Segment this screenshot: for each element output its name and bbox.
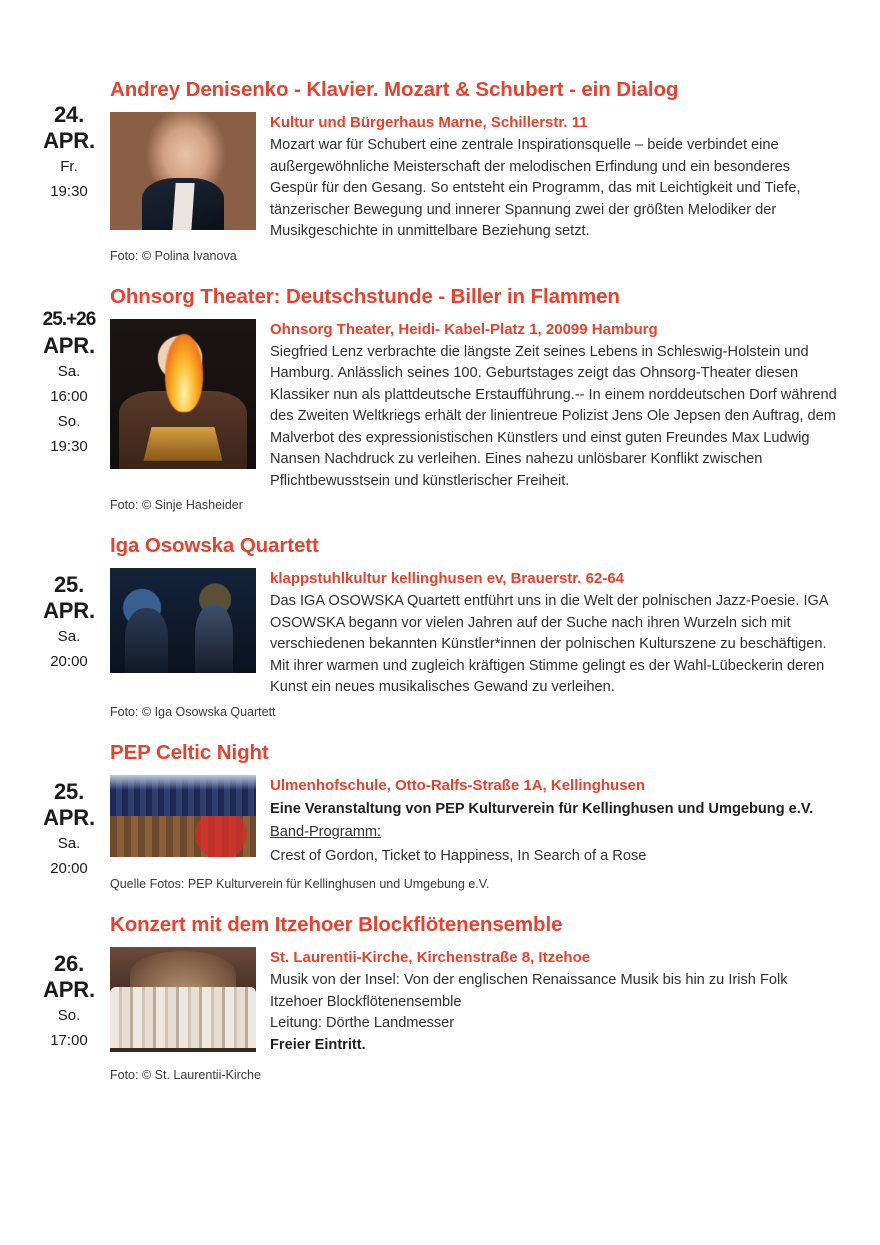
event-photo-credit: Foto: © Sinje Hasheider <box>110 498 243 512</box>
event-date-column <box>30 913 108 1053</box>
event-description-line-1: Musik von der Insel: Von der englischen Renaissance Musik bis hin zu Irish Folk <box>270 972 788 988</box>
event-title: Ohnsorg Theater: Deutschstunde - Biller in Flammen <box>110 284 620 308</box>
event-entry <box>30 534 840 719</box>
event-description: Das IGA OSOWSKA Quartett entführt uns in die Welt der polnischen Jazz-Poesie. IGA OSOWSKA begann vor vielen Jahren auf der Suche nach ihren Wurzeln sich mit verschiedenen bekannten Künstler*innen der polnischen Kulturszene zu beschäftigen. Mit ihrer warmen und zugleich kräftigen Stimme gelingt es der Wahl-Lübeckerin deren Kunst ein neues musikalisches Gewand zu verleihen. <box>270 593 828 695</box>
event-body <box>108 741 840 892</box>
event-date-month: APR. <box>43 128 95 153</box>
event-image <box>110 568 256 673</box>
event-body <box>108 78 840 263</box>
event-date-month: APR. <box>43 598 95 623</box>
event-image <box>110 319 256 469</box>
event-photo-credit: Foto: © St. Laurentii-Kirche <box>110 1068 261 1082</box>
event-image <box>110 112 256 230</box>
image-shape-group <box>110 987 256 1048</box>
event-organizer: Eine Veranstaltung von PEP Kulturverein für Kellinghusen und Umgebung e.V. <box>270 800 814 817</box>
event-venue: klappstuhlkultur kellinghusen ev, Brauerstr. 62-64 <box>270 570 625 587</box>
event-date-month: APR. <box>43 977 95 1002</box>
event-date-time: 19:30 <box>50 183 88 200</box>
event-date-column <box>30 741 108 881</box>
event-date-day: 26. <box>54 951 84 976</box>
event-program-label: Band-Programm: <box>270 824 382 840</box>
event-date-day: 25. <box>54 572 84 597</box>
event-text <box>270 319 840 493</box>
event-entry <box>30 78 840 263</box>
event-date-time-1: 16:00 <box>50 387 88 405</box>
event-entry <box>30 285 840 513</box>
event-title: Konzert mit dem Itzehoer Blockflötenensemble <box>110 913 563 936</box>
event-text <box>270 112 840 243</box>
event-title: Andrey Denisenko - Klavier. Mozart & Schubert - ein Dialog <box>110 78 679 101</box>
event-title: PEP Celtic Night <box>110 740 269 764</box>
portrait-andrey-denisenko-image <box>110 112 256 230</box>
event-date-column <box>30 285 108 459</box>
event-date-day: 25.+26 <box>42 308 96 330</box>
event-date-day: 24. <box>54 102 84 127</box>
event-date-day: 25. <box>54 778 84 804</box>
szenenfoto-deutschstunde-image <box>110 319 256 469</box>
event-date-weekday-1: Sa. <box>57 362 81 380</box>
gruppenfoto-blockfloetenensemble-image <box>110 947 256 1052</box>
event-entry <box>30 913 840 1082</box>
event-body <box>108 913 840 1082</box>
event-date-weekday: So. <box>57 1007 81 1024</box>
event-date-column <box>30 78 108 204</box>
event-venue: St. Laurentii-Kirche, Kirchenstraße 8, Itzehoe <box>270 949 591 966</box>
event-venue: Kultur und Bürgerhaus Marne, Schillerstr. 11 <box>270 114 588 131</box>
event-photo-credit: Quelle Fotos: PEP Kulturverein für Kellinghusen und Umgebung e.V. <box>110 877 490 891</box>
event-date-time: 20:00 <box>50 859 88 877</box>
event-date-month: APR. <box>43 332 95 358</box>
event-entry <box>30 741 840 892</box>
event-text <box>270 568 840 699</box>
event-date-column <box>30 534 108 674</box>
event-date-time: 17:00 <box>50 1032 88 1049</box>
image-shape-band-bottom <box>110 816 256 857</box>
event-text <box>270 947 840 1056</box>
event-venue: Ulmenhofschule, Otto-Ralfs-Straße 1A, Kellinghusen <box>270 776 646 794</box>
event-body <box>108 285 840 513</box>
event-date-time-2: 19:30 <box>50 437 88 455</box>
image-shape-band-top <box>110 775 256 816</box>
event-date-weekday-2: So. <box>57 412 81 430</box>
bandfotos-pep-celtic-night-image <box>110 775 256 857</box>
event-date-weekday: Sa. <box>57 628 81 645</box>
event-description-line-3: Leitung: Dörthe Landmesser <box>270 1015 455 1031</box>
image-shape-flame <box>165 334 203 412</box>
event-program-list: Crest of Gordon, Ticket to Happiness, In Search of a Rose <box>270 847 647 864</box>
event-image <box>110 775 256 857</box>
event-date-month: APR. <box>43 804 95 830</box>
event-description: Mozart war für Schubert eine zentrale Inspirationsquelle – beide verbindet eine außergewöhnliche Meisterschaft der melodischen Erfindung und ein besonderes Gespür für den Gesang. So entsteht ein Programm, das mit Leichtigkeit und Tiefe, tänzerischer Bewegung und innerer Spannung zwei der größten Melodiker der Musikgeschichte in unmittelbare Beziehung setzt. <box>270 137 801 239</box>
event-photo-credit: Foto: © Polina Ivanova <box>110 248 237 263</box>
event-image <box>110 947 256 1052</box>
event-date-weekday: Sa. <box>57 834 81 852</box>
event-date-weekday: Fr. <box>60 158 78 175</box>
image-shape-book <box>144 426 223 460</box>
buehnenfoto-iga-osowska-quartett-image <box>110 568 256 673</box>
event-photo-credit: Foto: © Iga Osowska Quartett <box>110 704 276 719</box>
event-description-line-2: Itzehoer Blockflötenensemble <box>270 993 462 1010</box>
event-date-time: 20:00 <box>50 653 88 670</box>
event-body <box>108 534 840 719</box>
event-description: Siegfried Lenz verbrachte die längste Zeit seines Lebens in Schleswig-Holstein und Hamburg. Anlässlich seines 100. Geburtstages zeigt das Ohnsorg-Theater diesen Klassiker nun als plattdeutsche Erstaufführung.-- In einem norddeutschen Dorf während des Zweiten Weltkriegs erhält der linientreue Polizist Jens Ole Jepsen den Auftrag, dem Malverbot des expressionistischen Künstlers und einst guten Freundes Max Ludwig Nansen Nachdruck zu verleihen. Eines nahezu unlösbarer Konflikt zwischen Pflichtbewusstsein und künstlerischer Freiheit. <box>270 343 837 489</box>
event-venue: Ohnsorg Theater, Heidi- Kabel-Platz 1, 20099 Hamburg <box>270 320 658 338</box>
event-text <box>270 775 840 868</box>
event-title: Iga Osowska Quartett <box>110 534 319 557</box>
event-free-entry: Freier Eintritt. <box>270 1036 366 1053</box>
